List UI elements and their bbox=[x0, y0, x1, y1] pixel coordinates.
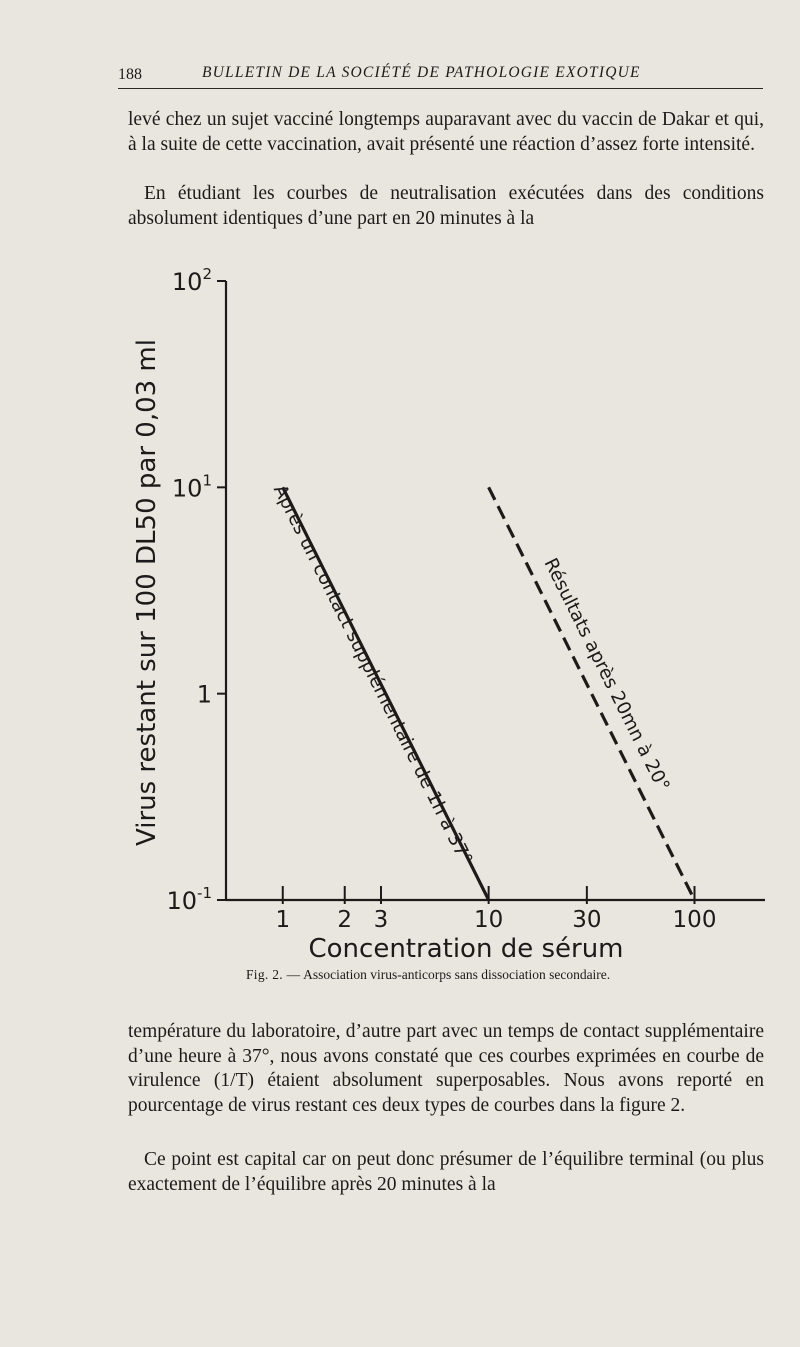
paragraph-4: Ce point est capital car on peut donc présumer de l’équilibre terminal (ou plus exactement de l’équilibre après 20 minutes à la bbox=[128, 1149, 764, 1195]
figure-caption-text: Association virus-anticorps sans dissociation secondaire. bbox=[303, 967, 611, 982]
x-tick-label: 30 bbox=[572, 907, 602, 933]
figure-label: Fig. 2. — bbox=[246, 967, 301, 982]
paragraph-3: température du laboratoire, d’autre part avec un temps de contact supplémentaire d’une heure à 37°, nous avons constaté que ces courbes exprimées en courbe de virulence (1/T) étaient absolument superposables. Nous avons reporté en pourcentage de virus restant ces deux types de courbes dans la figure 2. bbox=[128, 1021, 764, 1116]
chart-labels bbox=[132, 265, 716, 964]
paragraph-1: levé chez un sujet vacciné longtemps auparavant avec du vaccin de Dakar et qui, à la suite de cette vaccination, avait présenté une réaction d’assez forte intensité. bbox=[128, 109, 764, 155]
x-tick-label: 10 bbox=[473, 907, 504, 933]
chart-axes bbox=[226, 281, 765, 900]
y-tick-label: 1 bbox=[196, 680, 212, 709]
series-label-1: Après un contact supplémentaire de 1h à 37° bbox=[268, 481, 477, 869]
running-title: BULLETIN DE LA SOCIÉTÉ DE PATHOLOGIE EXOTIQUE bbox=[202, 64, 641, 81]
y-axis-label: Virus restant sur 100 DL50 par 0,03 ml bbox=[132, 339, 162, 846]
y-tick-label: $10^{-1}$ bbox=[166, 884, 212, 915]
page-number: 188 bbox=[118, 66, 142, 83]
series-label-2: Résultats après 20mn à 20° bbox=[539, 554, 674, 795]
chart-series bbox=[283, 487, 695, 900]
x-tick-label: 1 bbox=[275, 907, 291, 933]
y-tick-label: $10^1$ bbox=[171, 471, 212, 503]
figure-caption bbox=[246, 967, 706, 983]
running-header bbox=[118, 64, 763, 89]
x-tick-label: 2 bbox=[337, 907, 353, 933]
series-line-2 bbox=[489, 487, 695, 900]
figure-2-chart bbox=[0, 255, 800, 967]
y-tick-label: $10^2$ bbox=[171, 265, 212, 296]
x-axis-label: Concentration de sérum bbox=[308, 934, 624, 964]
chart-ticks bbox=[217, 281, 695, 904]
paragraph-2: En étudiant les courbes de neutralisation exécutées dans des conditions absolument identiques d’une part en 20 minutes à la bbox=[128, 183, 764, 229]
x-tick-label: 100 bbox=[672, 907, 717, 933]
x-tick-label: 3 bbox=[373, 907, 389, 933]
